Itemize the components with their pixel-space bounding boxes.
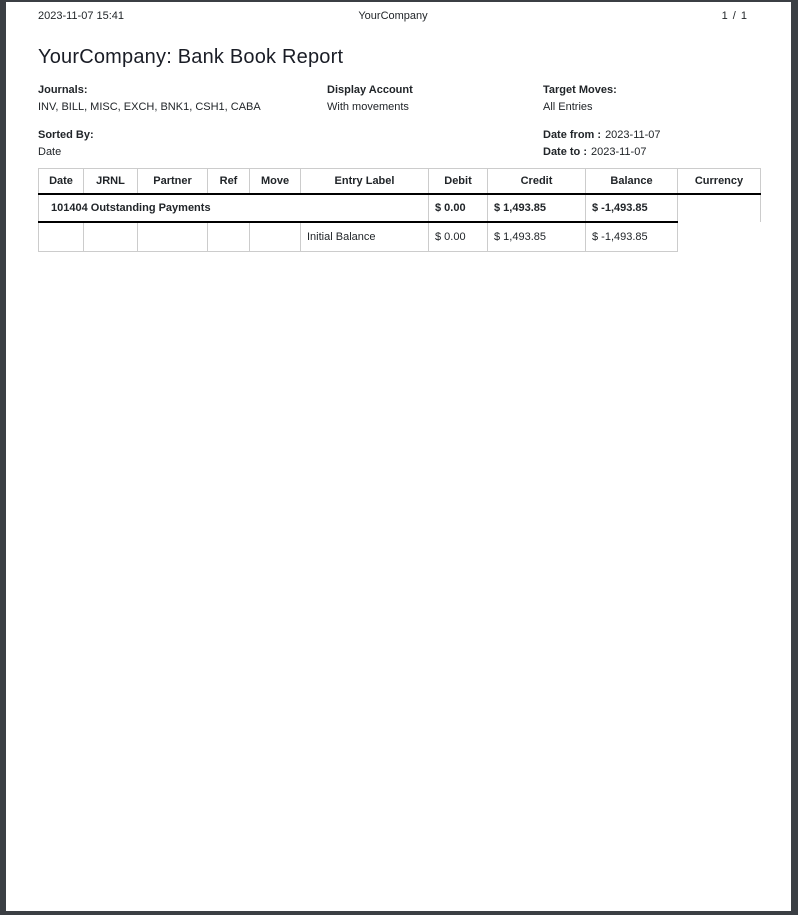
entry-balance-cell: $ -1,493.85 bbox=[586, 222, 678, 252]
account-balance-cell: $ -1,493.85 bbox=[586, 194, 678, 222]
header-datetime: 2023-11-07 15:41 bbox=[38, 10, 125, 22]
col-header-entry-label: Entry Label bbox=[301, 169, 429, 195]
date-from-line bbox=[543, 127, 763, 144]
account-credit-cell: $ 1,493.85 bbox=[488, 194, 586, 222]
table-row-entry bbox=[39, 222, 761, 252]
date-to-label: Date to : bbox=[543, 146, 587, 158]
col-header-jrnl: JRNL bbox=[84, 169, 138, 195]
entry-credit-cell: $ 1,493.85 bbox=[488, 222, 586, 252]
entry-date-cell bbox=[39, 222, 84, 252]
entry-label-cell: Initial Balance bbox=[301, 222, 429, 252]
sorted-by-value: Date bbox=[38, 146, 62, 158]
report-page bbox=[6, 2, 791, 911]
entry-ref-cell bbox=[208, 222, 250, 252]
col-header-partner: Partner bbox=[138, 169, 208, 195]
account-name-cell: 101404 Outstanding Payments bbox=[39, 194, 429, 222]
entry-jrnl-cell bbox=[84, 222, 138, 252]
col-header-date: Date bbox=[39, 169, 84, 195]
bank-book-table bbox=[38, 168, 761, 252]
display-account-section bbox=[327, 82, 537, 116]
page-header bbox=[38, 10, 748, 22]
target-moves-value: All Entries bbox=[543, 101, 593, 113]
col-header-credit: Credit bbox=[488, 169, 586, 195]
col-header-balance: Balance bbox=[586, 169, 678, 195]
header-page-indicator: 1 / 1 bbox=[721, 10, 749, 22]
col-header-currency: Currency bbox=[678, 169, 761, 195]
account-debit-cell: $ 0.00 bbox=[429, 194, 488, 222]
journals-section bbox=[38, 82, 323, 116]
display-account-value: With movements bbox=[327, 101, 409, 113]
sorted-by-label: Sorted By: bbox=[38, 129, 94, 141]
table-row-account-summary bbox=[39, 194, 761, 222]
sorted-by-section bbox=[38, 127, 323, 161]
journals-value: INV, BILL, MISC, EXCH, BNK1, CSH1, CABA bbox=[38, 101, 261, 113]
date-from-label: Date from : bbox=[543, 129, 602, 141]
entry-move-cell bbox=[250, 222, 301, 252]
account-currency-cell bbox=[678, 194, 761, 222]
header-company-name: YourCompany bbox=[358, 10, 428, 22]
date-to-value: 2023-11-07 bbox=[591, 146, 647, 158]
date-to-line bbox=[543, 144, 763, 161]
date-range-section bbox=[543, 127, 763, 161]
journals-label: Journals: bbox=[38, 84, 88, 96]
col-header-move: Move bbox=[250, 169, 301, 195]
entry-partner-cell bbox=[138, 222, 208, 252]
col-header-ref: Ref bbox=[208, 169, 250, 195]
display-account-label: Display Account bbox=[327, 84, 413, 96]
entry-currency-cell bbox=[678, 222, 761, 252]
date-from-value: 2023-11-07 bbox=[605, 129, 661, 141]
entry-debit-cell: $ 0.00 bbox=[429, 222, 488, 252]
target-moves-label: Target Moves: bbox=[543, 84, 617, 96]
target-moves-section bbox=[543, 82, 763, 116]
table-header-row bbox=[39, 169, 761, 195]
col-header-debit: Debit bbox=[429, 169, 488, 195]
report-title: YourCompany: Bank Book Report bbox=[38, 46, 344, 68]
